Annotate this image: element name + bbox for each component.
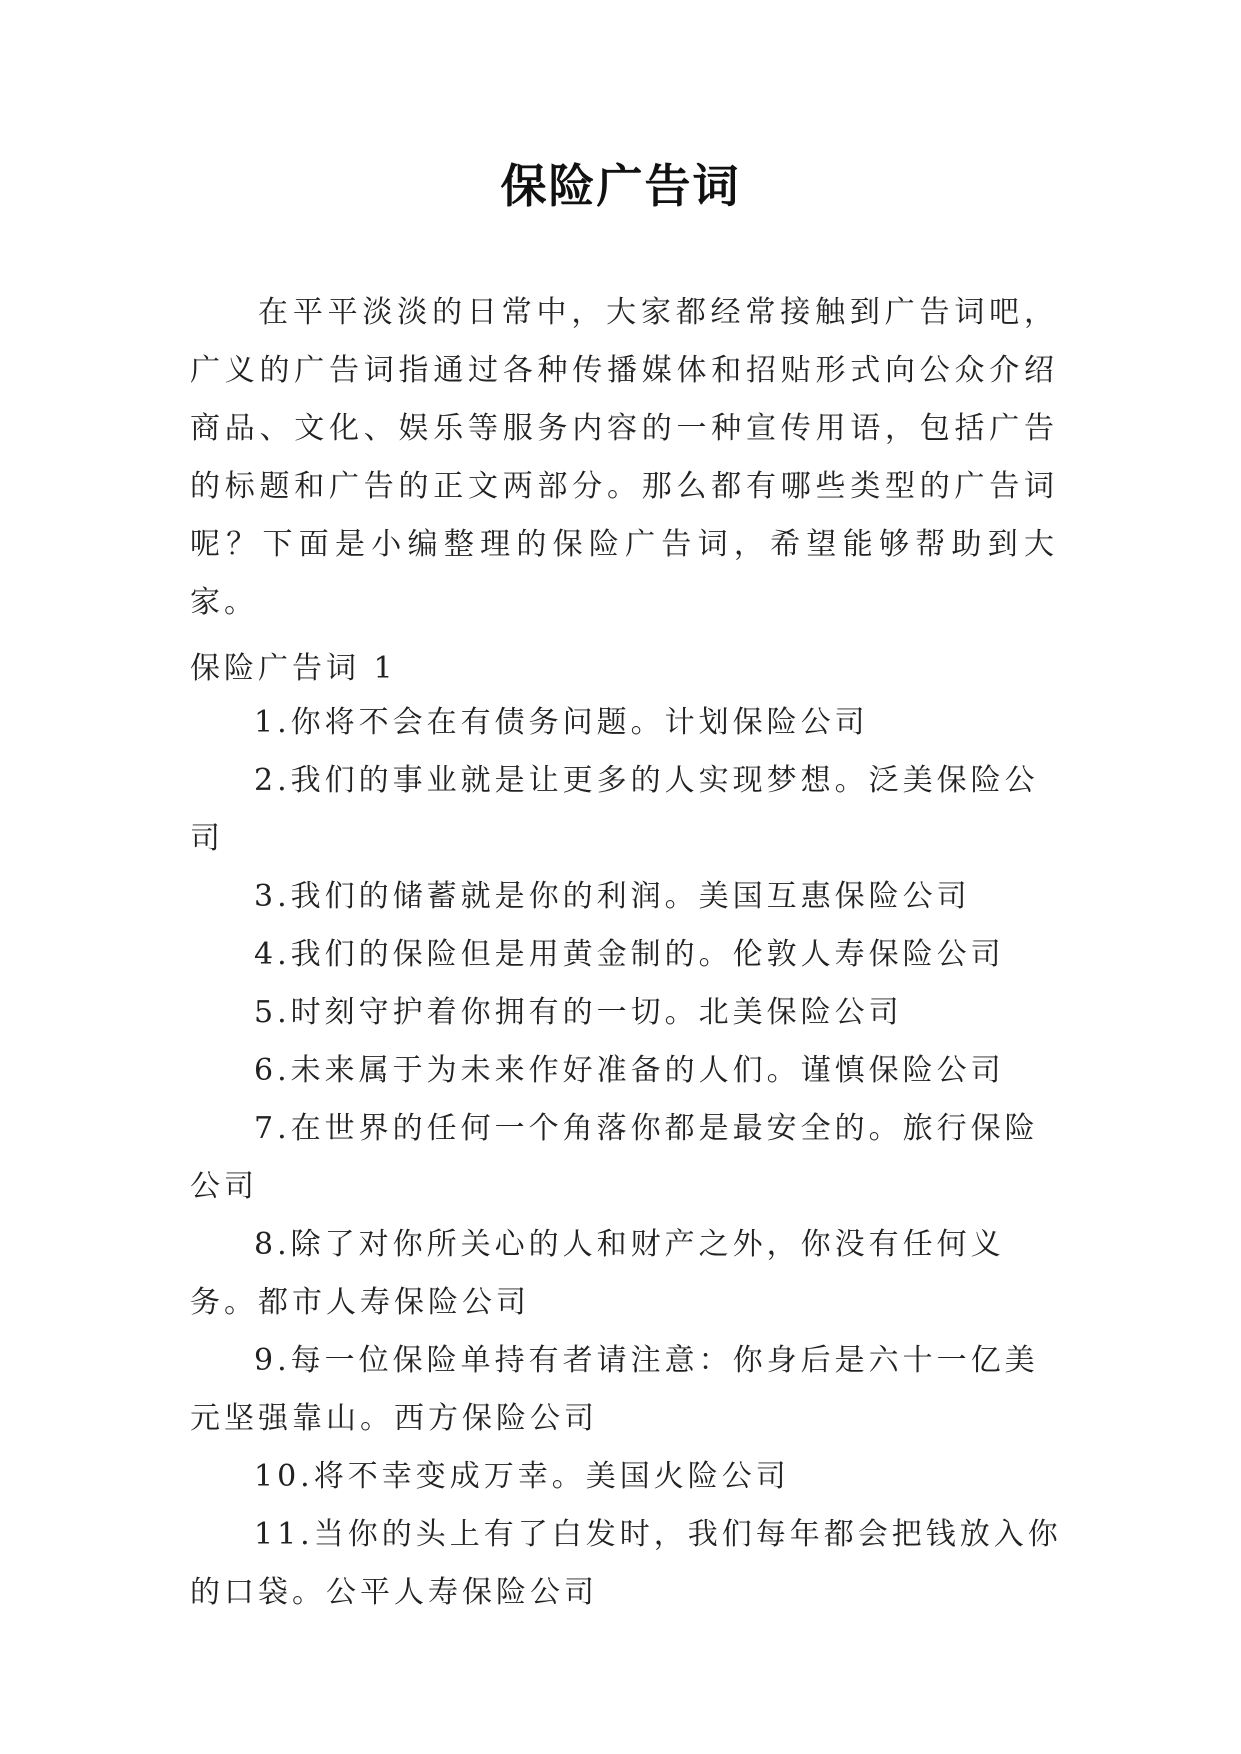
section-heading: 保险广告词 1 (190, 651, 397, 686)
document-title: 保险广告词 (500, 159, 741, 213)
list-item: 4.我们的保险但是用黄金制的。伦敦人寿保险公司 (254, 937, 1005, 972)
list-item: 8.除了对你所关心的人和财产之外，你没有任何义务。都市人寿保险公司 (190, 1227, 1005, 1320)
list-item: 11.当你的头上有了白发时，我们每年都会把钱放入你的口袋。公平人寿保险公司 (190, 1517, 1062, 1610)
list-item: 5.时刻守护着你拥有的一切。北美保险公司 (254, 995, 903, 1030)
list-item: 7.在世界的任何一个角落你都是最安全的。旅行保险公司 (190, 1111, 1039, 1204)
list-item: 6.未来属于为未来作好准备的人们。谨慎保险公司 (254, 1053, 1005, 1088)
list-item: 2.我们的事业就是让更多的人实现梦想。泛美保险公司 (190, 763, 1039, 856)
slogan-list (190, 694, 1068, 1622)
list-item: 10.将不幸变成万幸。美国火险公司 (254, 1459, 790, 1494)
list-item: 9.每一位保险单持有者请注意：你身后是六十一亿美元坚强靠山。西方保险公司 (190, 1343, 1039, 1436)
intro-paragraph: 在平平淡淡的日常中，大家都经常接触到广告词吧，广义的广告词指通过各种传播媒体和招贴形式向公众介绍商品、文化、娱乐等服务内容的一种宣传用语，包括广告的标题和广告的正文两部分。那么都有哪些类型的广告词呢？下面是小编整理的保险广告词，希望能够帮助到大家。 (190, 295, 1058, 620)
list-item: 1.你将不会在有债务问题。计划保险公司 (254, 705, 869, 740)
list-item: 3.我们的储蓄就是你的利润。美国互惠保险公司 (254, 879, 971, 914)
intro-block (190, 284, 1058, 632)
